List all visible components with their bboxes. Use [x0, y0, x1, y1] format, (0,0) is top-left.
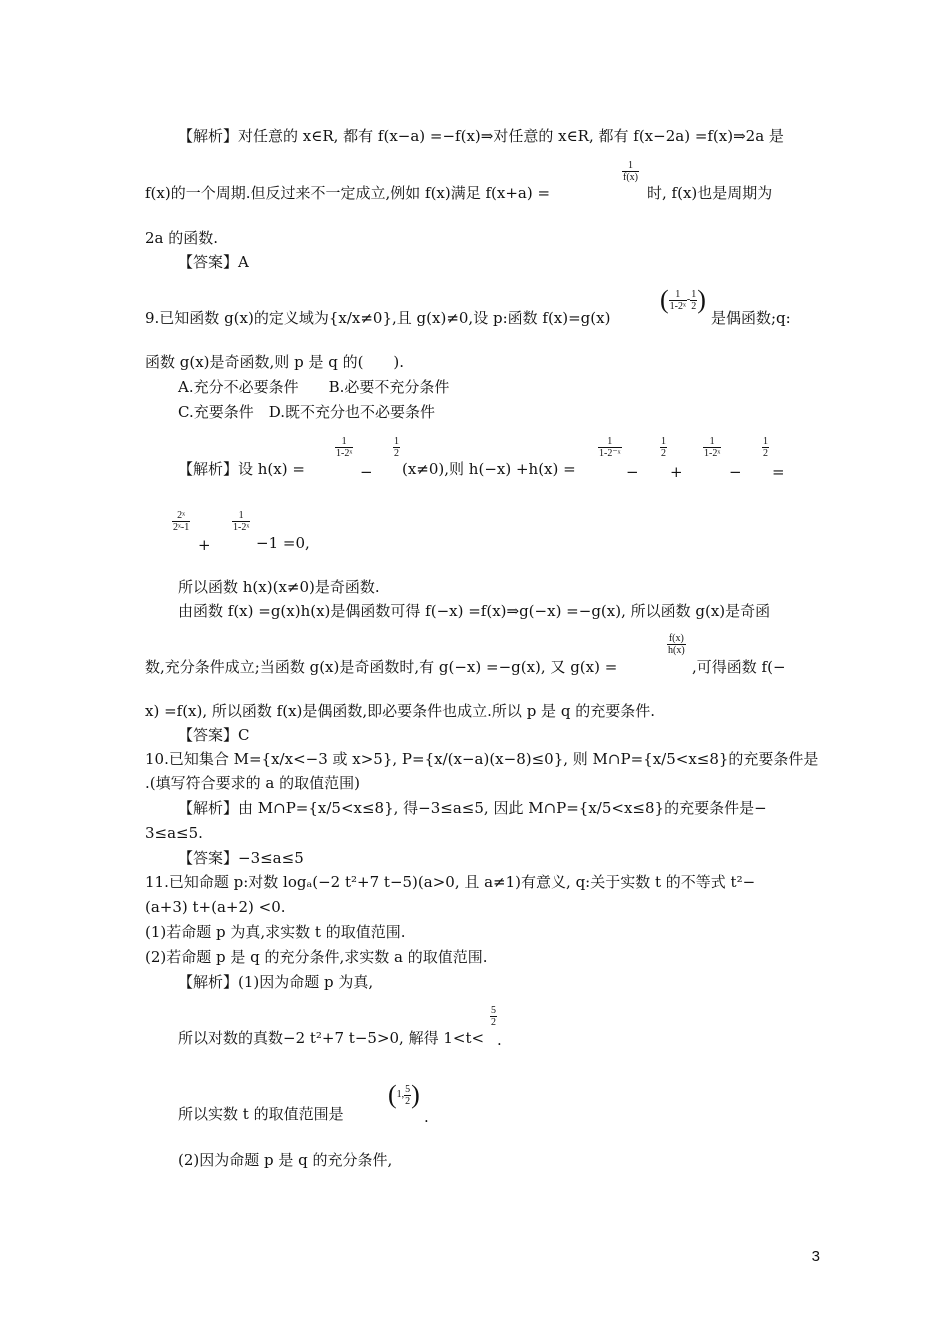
minus-sign: − [626, 463, 639, 481]
fraction-denominator: f(x) [623, 172, 638, 183]
text-line: (a+3) t+(a+2) <0. [145, 898, 286, 916]
subquestion: (1)若命题 p 为真,求实数 t 的取值范围. [145, 923, 406, 941]
question-11: 11.已知命题 p:对数 logₐ(−2 t²+7 t−5)(a>0, 且 a≠1)有意义, q:关于实数 t 的不等式 t²− [145, 873, 756, 891]
text-line: (x≠0),则 h(−x) +h(x) = [402, 460, 576, 478]
option-line: A.充分不必要条件 B.必要不充分条件 [178, 378, 450, 396]
plus-sign: + [670, 463, 683, 481]
text-line: ,可得函数 f(− [692, 658, 786, 676]
period: . [424, 1108, 429, 1126]
fraction-5-over-2: $\frac{5}{2}$ [405, 1083, 411, 1107]
answer-line: 【答案】A [178, 253, 249, 271]
fraction: $\frac{1}{2}$ [661, 436, 666, 459]
text-line: 所以函数 h(x)(x≠0)是奇函数. [178, 578, 380, 596]
question-9: 9.已知函数 g(x)的定义域为{x/x≠0},且 g(x)≠0,设 p:函数 f(x)=g(x) [145, 309, 611, 327]
option-line: C.充要条件 D.既不充分也不必要条件 [178, 403, 435, 421]
analysis-line: 【解析】设 h(x) = [178, 460, 305, 478]
fraction-5-over-2: $\frac{5}{2}$ [491, 1005, 496, 1028]
fraction: $\frac{1}{\text{1-2ˣ}}$ [704, 436, 721, 459]
fraction: $\frac{1}{\text{1-2ˣ}}$ [336, 436, 353, 459]
interval-left: 1, [396, 1089, 405, 1100]
text-line: 由函数 f(x) =g(x)h(x)是偶函数可得 f(−x) =f(x)⇒g(−x) =−g(x), 所以函数 g(x)是奇函 [178, 602, 771, 620]
fraction: $\frac{1}{\text{1-2ˣ}}$ [669, 288, 686, 312]
fraction-numerator: 1 [628, 160, 633, 171]
page-number: 3 [811, 1248, 820, 1265]
text-line: (2)因为命题 p 是 q 的充分条件, [178, 1151, 393, 1169]
exponent-expression: ( $\frac{1}{\text{1-2ˣ}}$ - $\frac{1}{2}$ ) [660, 285, 706, 314]
fraction: $\frac{1}{\text{1-2⁻ˣ}}$ [599, 436, 621, 459]
text-line: 所以对数的真数−2 t²+7 t−5>0, 解得 1<t< [178, 1029, 485, 1047]
text-line: 函数 g(x)是奇函数,则 p 是 q 的( ). [145, 353, 405, 371]
text-line: 是偶函数;q: [711, 309, 791, 327]
minus-sign: − [360, 463, 373, 481]
fraction: $\frac{\text{2ˣ}}{\text{2ˣ-1}}$ [173, 510, 190, 533]
fraction-1-over-fx [622, 160, 639, 183]
plus-sign: + [198, 536, 211, 554]
minus-sign: − [729, 463, 742, 481]
fraction: $\frac{1}{2}$ [394, 436, 399, 459]
equals-sign: = [772, 463, 785, 481]
period: . [497, 1031, 502, 1049]
analysis-line: 【解析】由 M∩P={x/5<x≤8}, 得−3≤a≤5, 因此 M∩P={x/5<x≤8}的充要条件是− [178, 799, 767, 817]
text-line: x) =f(x), 所以函数 f(x)是偶函数,即必要条件也成立.所以 p 是 q 的充要条件. [145, 702, 655, 720]
text-line: 2a 的函数. [145, 229, 219, 247]
analysis-line: 【解析】(1)因为命题 p 为真, [178, 973, 374, 991]
analysis-line: 【解析】对任意的 x∈R, 都有 f(x−a) =−f(x)⇒对任意的 x∈R, 都有 f(x−2a) =f(x)⇒2a 是 [178, 127, 784, 145]
question-10: 10.已知集合 M={x/x<−3 或 x>5}, P={x/(x−a)(x−8)≤0}, 则 M∩P={x/5<x≤8}的充要条件是 [145, 750, 819, 768]
fraction: $\frac{1}{\text{1-2ˣ}}$ [233, 510, 250, 533]
text-line: 所以实数 t 的取值范围是 [178, 1105, 344, 1123]
fraction-fx-over-hx: $\frac{f(x)}{h(x)}$ [668, 633, 685, 656]
answer-line: 【答案】−3≤a≤5 [178, 849, 304, 867]
text-line: f(x)的一个周期.但反过来不一定成立,例如 f(x)满足 f(x+a) = [145, 184, 551, 202]
interval-expression: ( 1, $\frac{5}{2}$ ) [388, 1080, 420, 1109]
text-line: −1 =0, [256, 534, 310, 552]
subquestion: (2)若命题 p 是 q 的充分条件,求实数 a 的取值范围. [145, 948, 488, 966]
answer-line: 【答案】C [178, 726, 250, 744]
fraction: $\frac{1}{2}$ [763, 436, 768, 459]
fraction: $\frac{1}{2}$ [691, 288, 697, 312]
text-line: 数,充分条件成立;当函数 g(x)是奇函数时,有 g(−x) =−g(x), 又 g(x) = [145, 658, 618, 676]
text-line: .(填写符合要求的 a 的取值范围) [145, 774, 360, 792]
text-line: 3≤a≤5. [145, 824, 203, 842]
text-line: 时, f(x)也是周期为 [647, 184, 773, 202]
